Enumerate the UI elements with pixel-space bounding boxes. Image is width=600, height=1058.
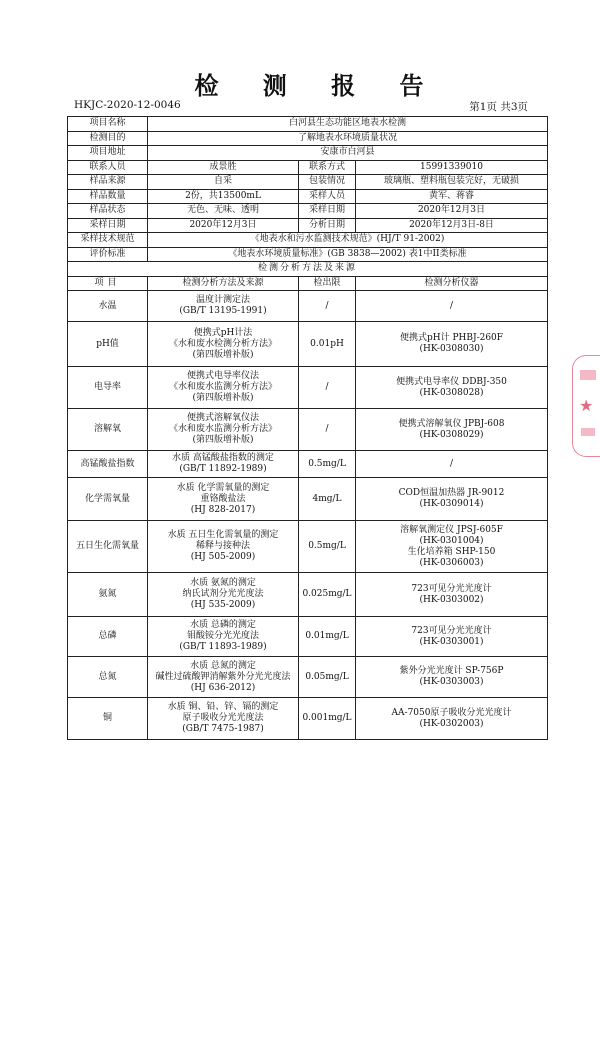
- cell-item: 电导率: [68, 367, 148, 409]
- cell-item: 总氮: [68, 657, 148, 698]
- cell-method-line: 温度计测定法: [195, 295, 250, 305]
- cell-limit: 0.5mg/L: [299, 451, 356, 478]
- cell-method: [148, 478, 299, 521]
- cell-method-line: 原子吸收分光光度法: [182, 713, 264, 723]
- label-sampling-date: 采样日期: [299, 204, 356, 219]
- report-title: 检 测 报 告: [194, 71, 442, 100]
- cell-method-line: 便携式溶解氧仪法: [186, 413, 259, 423]
- value-sampling-date: 2020年12月3日: [356, 204, 548, 219]
- cell-limit: 0.5mg/L: [299, 521, 356, 573]
- cell-item: 总磷: [68, 617, 148, 657]
- cell-method-line: 水质 高锰酸盐指数的测定: [172, 453, 274, 463]
- cell-method-line: 水质 铜、铅、锌、镉的测定: [167, 702, 279, 712]
- cell-method-line: (第四版增补版): [192, 435, 254, 445]
- method-row: [68, 291, 548, 322]
- cell-instrument: [356, 657, 548, 698]
- cell-item: 高锰酸盐指数: [68, 451, 148, 478]
- cell-method: [148, 291, 299, 322]
- value-standard: 《地表水环境质量标准》(GB 3838—2002) 表1中II类标准: [148, 247, 548, 262]
- cell-instrument-line: COD恒温加热器 JR-9012: [398, 488, 505, 498]
- cell-item: 溶解氧: [68, 409, 148, 451]
- cell-instrument-line: 723可见分光光度计: [411, 583, 492, 594]
- label-standard: 评价标准: [68, 247, 148, 262]
- cell-instrument-line: 便携式电导率仪 DDBJ-350: [396, 376, 507, 387]
- row-quantity: [68, 189, 548, 204]
- cell-instrument-line: (HK-0303001): [419, 636, 484, 647]
- cell-method: [148, 698, 299, 740]
- cell-instrument-line: 便携式pH计 PHBJ-260F: [399, 333, 504, 343]
- cell-instrument-line: (HK-0303002): [419, 594, 484, 605]
- row-purpose: [68, 131, 548, 146]
- cell-method: [148, 573, 299, 617]
- cell-method: [148, 617, 299, 657]
- value-source: 自采: [148, 175, 299, 190]
- cell-method-line: 水质 五日生化需氧量的测定: [167, 530, 279, 540]
- label-status: 样品状态: [68, 204, 148, 219]
- value-purpose: 了解地表水环境质量状况: [148, 131, 548, 146]
- cell-instrument: [356, 291, 548, 322]
- cell-method-line: (HJ 505-2009): [190, 552, 256, 562]
- cell-instrument-line: 溶解氧测定仪 JPSJ-605F: [400, 524, 503, 535]
- value-spec: 《地表水和污水监测技术规范》(HJ/T 91-2002): [148, 233, 548, 248]
- cell-item: 氨氮: [68, 573, 148, 617]
- label-project-name: 项目名称: [68, 117, 148, 132]
- cell-method: [148, 367, 299, 409]
- seal-star-icon: ★: [579, 396, 594, 415]
- label-source: 样品来源: [68, 175, 148, 190]
- cell-item: pH值: [68, 322, 148, 367]
- cell-item: 铜: [68, 698, 148, 740]
- method-row: [68, 617, 548, 657]
- label-address: 项目地址: [68, 146, 148, 161]
- cell-instrument: [356, 367, 548, 409]
- label-spec: 采样技术规范: [68, 233, 148, 248]
- value-status: 无色、无味、透明: [148, 204, 299, 219]
- col-header-item: 项目: [68, 276, 148, 291]
- cell-method-line: (第四版增补版): [192, 393, 254, 403]
- row-project-name: [68, 117, 548, 132]
- cell-method-line: (第四版增补版): [192, 349, 254, 360]
- row-column-headers: [68, 276, 548, 291]
- cell-method-line: 水质 总磷的测定: [190, 620, 256, 630]
- method-row: [68, 478, 548, 521]
- label-purpose: 检测目的: [68, 131, 148, 146]
- col-header-instrument: 检测分析仪器: [356, 276, 548, 291]
- cell-item: 化学需氧量: [68, 478, 148, 521]
- cell-limit: 0.05mg/L: [299, 657, 356, 698]
- method-row: [68, 657, 548, 698]
- cell-method-line: 《水和废水监测分析方法》: [168, 424, 277, 434]
- cell-instrument-line: 紫外分光光度计 SP-756P: [399, 666, 504, 676]
- row-address: [68, 146, 548, 161]
- cell-instrument-line: (HK-0301004): [419, 535, 484, 546]
- cell-method: [148, 451, 299, 478]
- cell-limit: /: [299, 367, 356, 409]
- cell-method-line: (GB/T 7475-1987): [182, 724, 264, 734]
- value-receive-date: 2020年12月3日: [148, 218, 299, 233]
- cell-method-line: 水质 总氮的测定: [190, 660, 256, 671]
- cell-method-line: (HJ 636-2012): [190, 682, 256, 693]
- cell-instrument: [356, 573, 548, 617]
- value-sampler: 黄军、蒋睿: [356, 189, 548, 204]
- cell-limit: 4mg/L: [299, 478, 356, 521]
- cell-instrument-line: (HK-0308028): [419, 387, 484, 398]
- cell-method-line: 纳氏试剂分光光度法: [182, 589, 264, 599]
- value-contact-method: 15991339010: [356, 160, 548, 175]
- cell-method-line: (GB/T 13195-1991): [179, 306, 267, 316]
- cell-method: [148, 409, 299, 451]
- cell-method: [148, 322, 299, 367]
- cell-instrument-line: /: [449, 300, 454, 311]
- row-status: [68, 204, 548, 219]
- cell-instrument-line: AA-7050原子吸收分光光度计: [391, 707, 512, 718]
- cell-method-line: 《水和废水监测分析方法》: [168, 382, 277, 392]
- cell-method-line: (HJ 535-2009): [190, 600, 256, 610]
- cell-limit: /: [299, 291, 356, 322]
- row-methods-header: [68, 262, 548, 277]
- cell-method: [148, 521, 299, 573]
- cell-instrument-line: (HK-0309014): [419, 499, 484, 509]
- cell-method-line: 碱性过硫酸钾消解紫外分光光度法: [155, 671, 291, 682]
- cell-method-line: 水质 化学需氧量的测定: [176, 482, 270, 493]
- row-standard: [68, 247, 548, 262]
- cell-instrument-line: 723可见分光光度计: [411, 625, 492, 636]
- page-indicator: 第1页 共3页: [469, 101, 528, 113]
- label-sampler: 采样人员: [299, 189, 356, 204]
- label-contact-method: 联系方式: [299, 160, 356, 175]
- cell-method-line: (HJ 828-2017): [190, 504, 256, 515]
- cell-instrument-line: (HK-0306003): [419, 557, 484, 568]
- row-contact: [68, 160, 548, 175]
- value-contact-person: 成景胜: [148, 160, 299, 175]
- cell-instrument: [356, 617, 548, 657]
- row-spec: [68, 233, 548, 248]
- cell-method-line: 便携式pH计法: [193, 327, 253, 338]
- cell-item: 五日生化需氧量: [68, 521, 148, 573]
- cell-instrument: [356, 409, 548, 451]
- method-row: [68, 573, 548, 617]
- cell-limit: 0.001mg/L: [299, 698, 356, 740]
- row-dates: [68, 218, 548, 233]
- cell-instrument-line: (HK-0308030): [419, 344, 484, 354]
- method-row: [68, 409, 548, 451]
- cell-limit: 0.01pH: [299, 322, 356, 367]
- row-source: [68, 175, 548, 190]
- cell-method-line: 便携式电导率仪法: [186, 371, 259, 381]
- cell-instrument: [356, 322, 548, 367]
- value-packing: 玻璃瓶、塑料瓶包装完好，无破损: [356, 175, 548, 190]
- methods-section-header: 检测分析方法及来源: [68, 262, 548, 277]
- cell-instrument-line: (HK-0302003): [419, 718, 484, 729]
- cell-method-line: 重铬酸盐法: [200, 493, 246, 504]
- label-receive-date: 采样日期: [68, 218, 148, 233]
- report-table: [67, 116, 548, 740]
- col-header-limit: 检出限: [299, 276, 356, 291]
- label-analysis-date: 分析日期: [299, 218, 356, 233]
- cell-method-line: (GB/T 11893-1989): [179, 642, 267, 652]
- value-quantity: 2份，共13500mL: [148, 189, 299, 204]
- cell-instrument-line: (HK-0308029): [419, 429, 484, 440]
- label-packing: 包装情况: [299, 175, 356, 190]
- cell-instrument-line: /: [449, 458, 454, 469]
- cell-method-line: 钼酸铵分光光度法: [186, 631, 259, 641]
- cell-method-line: (GB/T 11892-1989): [179, 464, 267, 474]
- method-row: [68, 367, 548, 409]
- method-row: [68, 521, 548, 573]
- value-address: 安康市白河县: [148, 146, 548, 161]
- cell-instrument: [356, 478, 548, 521]
- cell-instrument-line: 便携式溶解氧仪 JPBJ-608: [398, 418, 505, 429]
- cell-method: [148, 657, 299, 698]
- red-seal-stamp: [572, 355, 600, 457]
- label-contact-person: 联系人员: [68, 160, 148, 175]
- method-row: [68, 322, 548, 367]
- cell-method-line: 《水和废水检测分析方法》: [168, 338, 277, 349]
- value-project-name: 白河县生态功能区地表水检测: [148, 117, 548, 132]
- cell-item: 水温: [68, 291, 148, 322]
- cell-limit: /: [299, 409, 356, 451]
- col-header-method: 检测分析方法及来源: [148, 276, 299, 291]
- cell-method-line: 稀释与接种法: [195, 541, 250, 551]
- cell-instrument: [356, 698, 548, 740]
- cell-instrument: [356, 521, 548, 573]
- cell-limit: 0.025mg/L: [299, 573, 356, 617]
- value-analysis-date: 2020年12月3日-8日: [356, 218, 548, 233]
- cell-instrument-line: (HK-0303003): [419, 677, 484, 687]
- method-row: [68, 698, 548, 740]
- cell-limit: 0.01mg/L: [299, 617, 356, 657]
- cell-instrument: [356, 451, 548, 478]
- report-number: HKJC-2020-12-0046: [74, 99, 181, 111]
- label-quantity: 样品数量: [68, 189, 148, 204]
- cell-method-line: 水质 氨氮的测定: [190, 578, 256, 588]
- method-row: [68, 451, 548, 478]
- cell-instrument-line: 生化培养箱 SHP-150: [407, 546, 496, 557]
